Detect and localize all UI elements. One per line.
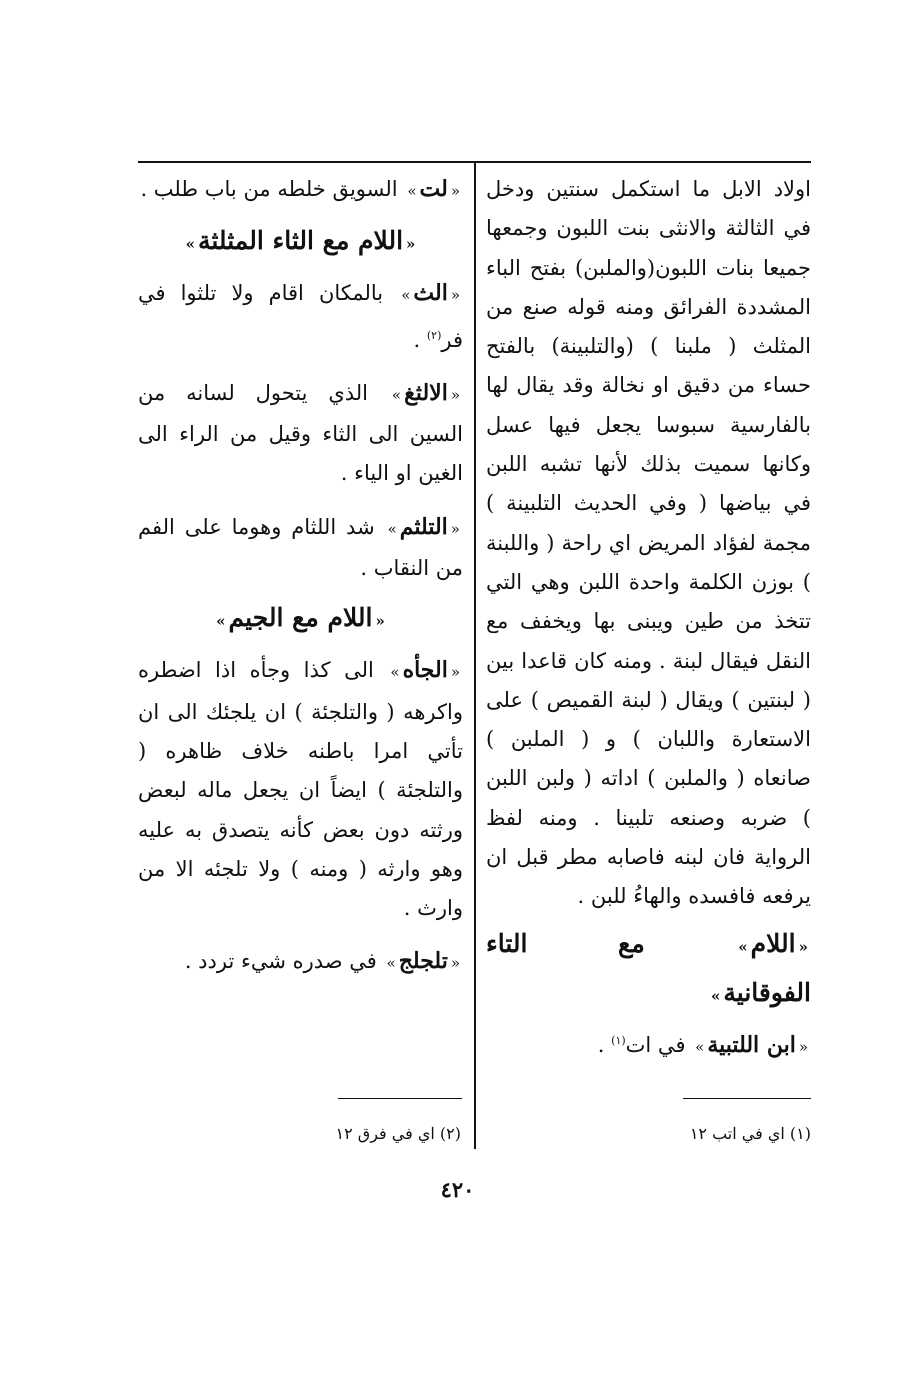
entry-text: شد اللثام وهوما على الفم من النقاب .: [138, 514, 463, 581]
headword: لت: [419, 176, 448, 202]
heading-lam-tha: [138, 217, 463, 268]
ornament-open: «: [406, 235, 416, 254]
headword: الالثغ: [404, 379, 448, 406]
spacer: [138, 494, 463, 508]
headword: الث: [413, 280, 448, 307]
ornament-open: «: [450, 519, 460, 538]
entry-text: الى كذا وجأه اذا اضطره واكرهه ( والتلجئة ) ان يلجئك الى ان تأتي امرا باطنه خلاف ظاهره ( والتلجئة ) ايضاً ان يجعل ماله لبعض ورثته دون بعض كأنه يتصدق به عليه وهو وارثه ( ومنه ) ولا تلجئه الا من وارث .: [138, 658, 463, 921]
ornament-open: «: [450, 954, 460, 973]
entry-talaththum: [138, 508, 463, 589]
ornament-close: »: [711, 986, 721, 1005]
paragraph-lbn: اولاد الابل ما استكمل سنتين ودخل في الثالثة والانثى بنت اللبون وجمعها جميعا بنات اللبون(والملبن) بفتح الباء المشددة الفرائق ومنه قوله صنع من المثلث ( ملبنا ) (والتلبينة) بالفتح حساء من دقيق او نخالة وقد يقال لها بالفارسية سبوسا يجعل فيها عسل وكانها سميت بذلك لأنها تشبه اللبن في بياضها ( وفي الحديث التلبينة ) مجمة لفؤاد المريض اي راحة ( واللبنة ) بوزن الكلمة واحدة اللبن وهي التي تتخذ من طين ويبنى بها ويخفف مع النقل فيقال لبنة . ومنه كان قاعدا بين ( لبنتين ) ويقال ( لبنة القميص ) على الاستعارة واللبان ) و ( الملبن ) صانعاه ( والملبن ) اداته ( ولبن اللبن ) ضربه وصنعه تلبينا . ومنه لفظ الرواية فان لبنه فاصابه مطر قبل ان يرفعه فافسده والهاءُ للبن .: [486, 177, 811, 909]
ornament-close: »: [401, 286, 411, 305]
spacer: [138, 928, 463, 942]
footnote-right: (١) اي في اتب ١٢: [689, 1124, 811, 1143]
heading-part-ta: التاء: [486, 928, 528, 958]
column-divider: [474, 163, 476, 1149]
entry-althagh: [138, 374, 463, 494]
heading-lam-ta: [486, 921, 811, 1019]
left-column: [138, 170, 463, 984]
entry-alth: [138, 274, 463, 360]
ornament-open: «: [798, 937, 808, 956]
entry-text: الذي يتحول لسانه من السين الى الثاء وقيل من الراء الى الغين او الياء .: [138, 380, 463, 486]
right-column: [486, 170, 811, 1067]
ornament-close: »: [386, 954, 396, 973]
footnote-mark: (١): [611, 1033, 626, 1047]
ornament-close: »: [738, 937, 748, 956]
entry-text: في ات: [625, 1032, 686, 1057]
entry-talajlaj: [138, 942, 463, 983]
ornament-close: »: [695, 1037, 705, 1056]
headword: التلثم: [399, 513, 448, 540]
footnote-left: (٢) اي في فرق ١٢: [335, 1124, 461, 1143]
ornament-open: «: [450, 182, 460, 200]
ornament-open: «: [450, 385, 460, 404]
spacer: [138, 360, 463, 374]
heading-part-fawqaniya: الفوقانية: [723, 977, 811, 1007]
ornament-open: «: [798, 1037, 808, 1056]
page-number: ٤٢٠: [440, 1177, 475, 1202]
ornament-open: «: [375, 612, 385, 631]
entry-text: في صدره شيء تردد .: [184, 949, 377, 974]
entry-text: بالمكان اقام ولا تلثوا في فر: [138, 281, 463, 352]
entry-text: السويق خلطه من باب طلب .: [140, 177, 398, 201]
ornament-close: »: [407, 182, 417, 200]
headword: الجأه: [402, 657, 448, 684]
headword: ابن اللتبية: [707, 1031, 796, 1058]
ornament-open: «: [450, 663, 460, 682]
ornament-close: »: [390, 663, 400, 682]
entry-end: .: [597, 1032, 612, 1057]
ornament-close: »: [391, 385, 402, 404]
ornament-close: »: [216, 612, 226, 631]
heading-text: اللام مع الجيم: [228, 603, 373, 633]
heading-lam-jim: [138, 594, 463, 645]
entry-aljaah: [138, 651, 463, 928]
entry-ibn-lutbiya: [486, 1021, 811, 1067]
entry-lat: [138, 170, 463, 211]
ornament-open: «: [450, 286, 460, 305]
ornament-close: »: [387, 519, 397, 538]
footnote-mark: (٢): [426, 328, 442, 342]
ornament-close: »: [185, 235, 195, 254]
heading-part-lam: اللام: [750, 928, 796, 958]
footnote-rule-right: [683, 1098, 811, 1099]
headword: تلجلج: [398, 948, 448, 975]
heading-lam-ta-first: [735, 921, 811, 970]
entry-end: .: [413, 327, 427, 352]
heading-text: اللام مع الثاء المثلثة: [197, 226, 404, 256]
footnote-rule-left: [338, 1098, 462, 1099]
heading-part-maa: مع: [618, 928, 645, 958]
